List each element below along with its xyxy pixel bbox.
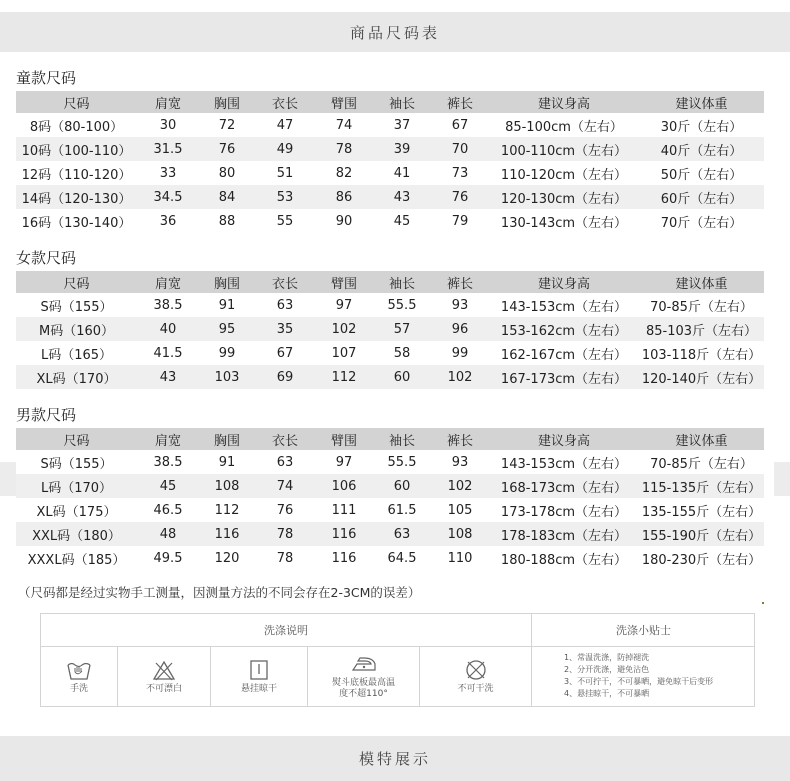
table-cell: 84 (199, 185, 255, 209)
table-cell: 78 (255, 522, 315, 546)
table-cell: 167-173cm（左右） (489, 365, 639, 389)
table-cell: 63 (276, 297, 294, 313)
table-cell: 47 (276, 117, 294, 133)
table-cell: 50斤（左右） (660, 167, 743, 183)
table-cell: 12码（110-120） (21, 167, 132, 183)
table-row (16, 365, 764, 389)
table-cell: 67 (276, 345, 294, 361)
wash-label: 不可漂白 (145, 683, 182, 694)
table-cell: 180-188cm（左右） (500, 552, 628, 568)
table-cell: 112 (214, 502, 240, 518)
table-cell: 60 (373, 365, 431, 389)
table-cell: 82 (335, 165, 353, 181)
column-header: 胸围 (199, 271, 255, 293)
column-header: 裤长 (431, 271, 489, 293)
table-cell: 37 (393, 117, 411, 133)
table-cell: 108 (431, 522, 489, 546)
table-cell: 60斤（左右） (639, 185, 764, 209)
table-cell: M码（160） (16, 317, 137, 341)
table-cell: 105 (447, 502, 473, 518)
table-cell: 91 (218, 454, 236, 470)
table-cell: 99 (451, 345, 469, 361)
table-row (16, 341, 764, 365)
table-cell: 63 (276, 454, 294, 470)
table-cell: 35 (255, 317, 315, 341)
table-cell: 111 (331, 502, 357, 518)
table-cell: 97 (335, 454, 353, 470)
table-cell: 16码（130-140） (21, 215, 132, 231)
men-size-title: 男款尺码 (16, 406, 77, 424)
men-size-table (16, 428, 764, 570)
table-cell: 93 (451, 454, 469, 470)
column-header: 袖长 (373, 91, 431, 113)
table-header-row (16, 91, 764, 113)
table-cell: 38.5 (153, 454, 183, 470)
table-cell: 67 (451, 117, 469, 133)
no-bleach-icon (151, 659, 177, 681)
table-cell: 34.5 (137, 185, 199, 209)
women-size-title: 女款尺码 (16, 249, 77, 267)
table-cell: 41.5 (153, 345, 183, 361)
table-cell: 70斤（左右） (660, 215, 743, 231)
table-cell: 55.5 (387, 297, 417, 313)
wash-label: 手洗 (69, 683, 88, 694)
wash-item-hang-dry (210, 647, 307, 706)
table-row (16, 498, 764, 522)
column-header: 胸围 (199, 91, 255, 113)
table-cell: XXXL码（185） (27, 552, 126, 568)
table-row (16, 137, 764, 161)
iron-icon (350, 653, 378, 675)
column-header: 肩宽 (137, 428, 199, 450)
wash-tips-title: 洗涤小贴士 (531, 614, 755, 647)
column-header: 建议体重 (639, 271, 764, 293)
wash-label: 不可干洗 (457, 683, 494, 694)
wash-label: 熨斗底板最高温度不超110° (331, 678, 395, 699)
column-header: 臂围 (315, 271, 373, 293)
table-cell: 93 (451, 297, 469, 313)
table-cell: 76 (431, 185, 489, 209)
table-cell: 78 (276, 550, 294, 566)
kids-size-title: 童款尺码 (16, 69, 77, 87)
table-cell: L码（165） (40, 347, 113, 363)
column-header: 衣长 (255, 271, 315, 293)
table-cell: 91 (218, 297, 236, 313)
wash-instructions-panel (40, 613, 755, 707)
table-cell: 90 (335, 213, 353, 229)
wash-item-no-bleach (117, 647, 210, 706)
table-cell: 60 (373, 474, 431, 498)
table-row (16, 209, 764, 233)
table-cell: 70-85斤（左右） (650, 456, 753, 472)
column-header: 建议体重 (639, 428, 764, 450)
table-cell: 96 (431, 317, 489, 341)
column-header: 尺码 (16, 428, 137, 450)
table-cell: 155-190斤（左右） (639, 522, 764, 546)
table-cell: 63 (373, 522, 431, 546)
table-cell: 97 (335, 297, 353, 313)
table-cell: 106 (315, 474, 373, 498)
table-cell: 45 (137, 474, 199, 498)
page-title: 商品尺码表 (349, 23, 440, 42)
table-cell: 108 (199, 474, 255, 498)
table-cell: 80 (218, 165, 236, 181)
table-cell: 41 (393, 165, 411, 181)
table-cell: 74 (335, 117, 353, 133)
table-cell: L码（170） (16, 474, 137, 498)
table-row (16, 161, 764, 185)
wash-item-hand-wash (41, 647, 117, 706)
wash-tip: 4、悬挂晾干，不可暴晒 (564, 689, 650, 698)
table-cell: 46.5 (153, 502, 183, 518)
table-cell: 143-153cm（左右） (500, 299, 628, 315)
table-cell: 58 (393, 345, 411, 361)
table-cell: 130-143cm（左右） (500, 215, 628, 231)
footer-banner (0, 736, 790, 781)
table-cell: 112 (315, 365, 373, 389)
column-header: 衣长 (255, 428, 315, 450)
table-cell: 43 (373, 185, 431, 209)
table-cell: 38.5 (153, 297, 183, 313)
table-cell: 120-140斤（左右） (639, 365, 764, 389)
table-cell: 61.5 (387, 502, 417, 518)
wash-instructions-title: 洗涤说明 (41, 614, 531, 647)
table-cell: 49 (255, 137, 315, 161)
table-cell: 116 (199, 522, 255, 546)
table-cell: 102 (315, 317, 373, 341)
table-cell: 103 (199, 365, 255, 389)
table-cell: 85-100cm（左右） (505, 119, 623, 135)
table-cell: S码（155） (40, 299, 113, 315)
table-cell: 76 (276, 502, 294, 518)
table-cell: 78 (315, 137, 373, 161)
table-cell: 102 (431, 474, 489, 498)
table-row (16, 185, 764, 209)
table-header-row (16, 271, 764, 293)
table-cell: 168-173cm（左右） (489, 474, 639, 498)
table-cell: 55.5 (387, 454, 417, 470)
table-cell: 178-183cm（左右） (489, 522, 639, 546)
table-cell: 107 (331, 345, 357, 361)
table-cell: 31.5 (137, 137, 199, 161)
table-cell: XL码（170） (16, 365, 137, 389)
table-cell: 116 (331, 550, 357, 566)
table-cell: 135-155斤（左右） (641, 504, 762, 520)
table-cell: 110-120cm（左右） (500, 167, 628, 183)
wash-item-iron (307, 647, 419, 706)
table-cell: 8码（80-100） (29, 119, 124, 135)
table-cell: 116 (315, 522, 373, 546)
table-cell: 120 (214, 550, 240, 566)
wash-tip: 2、分开洗涤，避免沾色 (564, 665, 650, 674)
table-cell: 120-130cm（左右） (489, 185, 639, 209)
table-cell: 33 (159, 165, 177, 181)
table-cell: 49.5 (153, 550, 183, 566)
table-row (16, 293, 764, 317)
table-row (16, 546, 764, 570)
table-cell: 45 (393, 213, 411, 229)
table-row (16, 474, 764, 498)
wash-tip: 3、不可拧干，不可暴晒，避免晾干后变形 (564, 677, 714, 686)
column-header: 裤长 (431, 91, 489, 113)
column-header: 建议身高 (489, 428, 639, 450)
table-cell: 51 (276, 165, 294, 181)
wash-label: 悬挂晾干 (240, 683, 277, 694)
table-cell: S码（155） (40, 456, 113, 472)
table-row (16, 450, 764, 474)
right-decor-strip (774, 462, 790, 496)
table-cell: 143-153cm（左右） (500, 456, 628, 472)
table-cell: 74 (255, 474, 315, 498)
column-header: 建议身高 (489, 271, 639, 293)
wash-item-no-dry-clean (419, 647, 531, 706)
table-cell: 95 (199, 317, 255, 341)
table-cell: 76 (199, 137, 255, 161)
model-show-title: 模特展示 (358, 750, 431, 768)
decor-dot (762, 602, 764, 604)
column-header: 尺码 (16, 91, 137, 113)
table-cell: 10码（100-110） (16, 137, 137, 161)
column-header: 臂围 (315, 91, 373, 113)
table-cell: 57 (373, 317, 431, 341)
table-cell: 30 (159, 117, 177, 133)
table-cell: 110 (447, 550, 473, 566)
column-header: 胸围 (199, 428, 255, 450)
table-cell: 72 (218, 117, 236, 133)
table-cell: 99 (218, 345, 236, 361)
column-header: 袖长 (373, 428, 431, 450)
column-header: 衣长 (255, 91, 315, 113)
hand-wash-icon (66, 659, 92, 681)
column-header: 臂围 (315, 428, 373, 450)
table-cell: 88 (218, 213, 236, 229)
table-cell: 64.5 (387, 550, 417, 566)
table-cell: 40 (137, 317, 199, 341)
kids-size-table (16, 91, 764, 233)
column-header: 肩宽 (137, 91, 199, 113)
table-cell: 162-167cm（左右） (500, 347, 628, 363)
column-header: 建议体重 (639, 91, 764, 113)
header-banner (0, 12, 790, 52)
table-cell: 173-178cm（左右） (500, 504, 628, 520)
table-cell: 73 (451, 165, 469, 181)
table-cell: 69 (255, 365, 315, 389)
table-cell: 85-103斤（左右） (639, 317, 764, 341)
table-row (16, 113, 764, 137)
table-header-row (16, 428, 764, 450)
measurement-note: （尺码都是经过实物手工测量，因测量方法的不同会存在2-3CM的误差） (18, 585, 421, 600)
table-cell: 48 (137, 522, 199, 546)
column-header: 尺码 (16, 271, 137, 293)
table-row (16, 317, 764, 341)
left-decor-strip (0, 462, 16, 496)
table-cell: 14码（120-130） (16, 185, 137, 209)
table-cell: 103-118斤（左右） (641, 347, 762, 363)
table-cell: 43 (137, 365, 199, 389)
table-cell: 55 (276, 213, 294, 229)
table-cell: XXL码（180） (16, 522, 137, 546)
hang-dry-icon (246, 659, 272, 681)
table-cell: 30斤（左右） (660, 119, 743, 135)
table-cell: 153-162cm（左右） (489, 317, 639, 341)
table-cell: 100-110cm（左右） (489, 137, 639, 161)
column-header: 袖长 (373, 271, 431, 293)
table-cell: 115-135斤（左右） (639, 474, 764, 498)
column-header: 裤长 (431, 428, 489, 450)
women-size-table (16, 271, 764, 389)
column-header: 肩宽 (137, 271, 199, 293)
table-row (16, 522, 764, 546)
table-cell: 70 (431, 137, 489, 161)
wash-tips-list (531, 647, 755, 706)
no-dry-clean-icon (463, 659, 489, 681)
table-cell: 102 (431, 365, 489, 389)
table-cell: XL码（175） (36, 504, 117, 520)
table-cell: 53 (255, 185, 315, 209)
table-cell: 180-230斤（左右） (641, 552, 762, 568)
table-cell: 39 (373, 137, 431, 161)
table-cell: 36 (159, 213, 177, 229)
column-header: 建议身高 (489, 91, 639, 113)
table-cell: 70-85斤（左右） (650, 299, 753, 315)
table-cell: 40斤（左右） (639, 137, 764, 161)
wash-tip: 1、常温洗涤，防掉褪洗 (564, 653, 650, 662)
table-cell: 86 (315, 185, 373, 209)
table-cell: 79 (451, 213, 469, 229)
